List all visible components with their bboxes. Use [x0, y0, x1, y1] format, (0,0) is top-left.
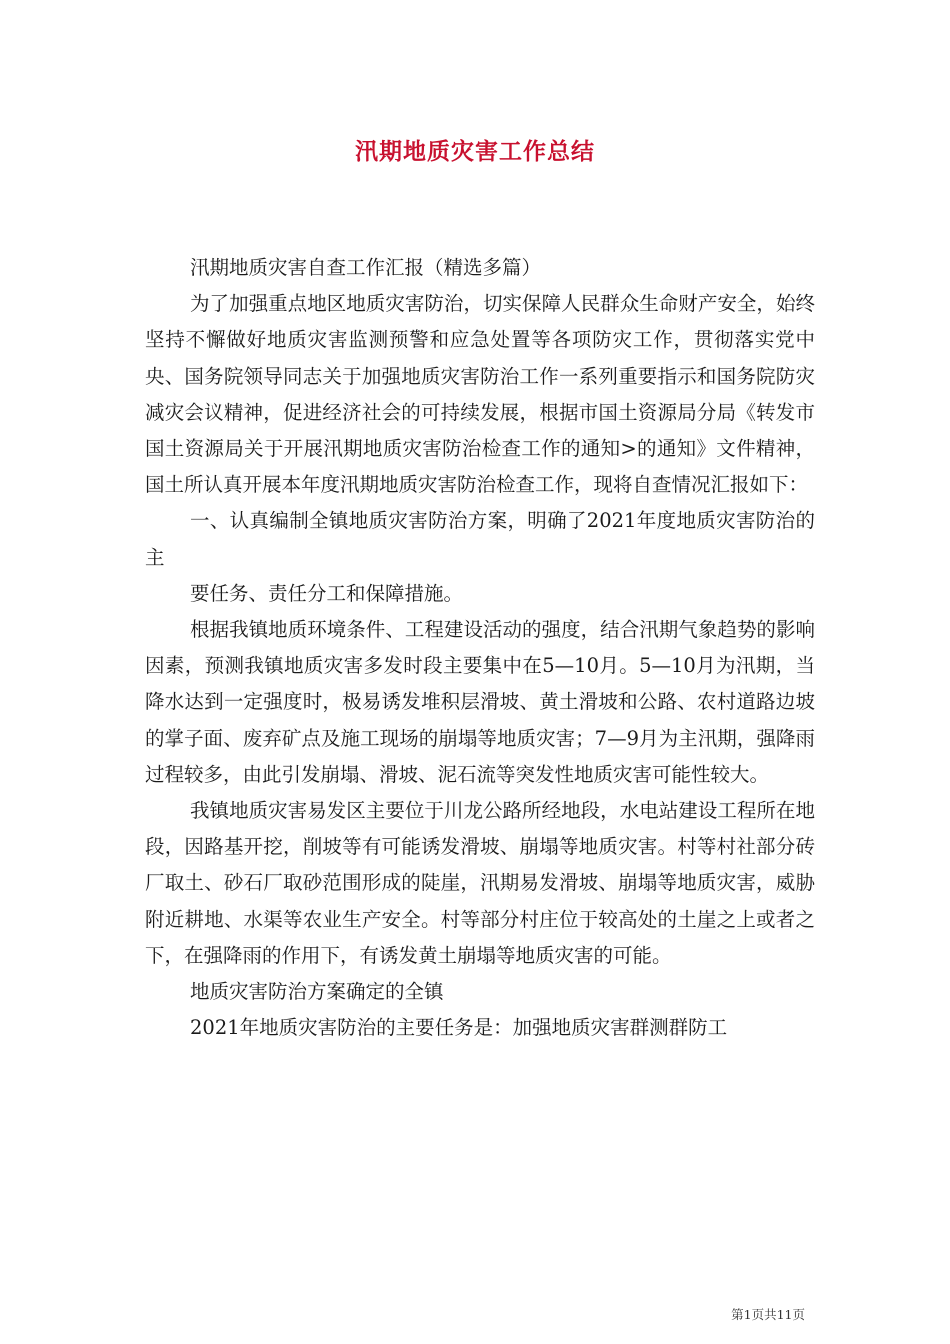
document-body: [145, 250, 815, 1046]
page-number: 第1页共11页: [731, 1307, 805, 1322]
paragraph-risk-periods: 根据我镇地质环境条件、工程建设活动的强度，结合汛期气象趋势的影响因素，预测我镇地质灾害多发时段主要集中在5—10月。5—10月为汛期，当降水达到一定强度时，极易诱发堆积层滑坡、黄土滑坡和公路、农村道路边坡的掌子面、废弃矿点及施工现场的崩塌等地质灾害；7—9月为主汛期，强降雨过程较多，由此引发崩塌、滑坡、泥石流等突发性地质灾害可能性较大。: [145, 618, 815, 786]
paragraph-risk-areas: 我镇地质灾害易发区主要位于川龙公路所经地段，水电站建设工程所在地段，因路基开挖，削坡等有可能诱发滑坡、崩塌等地质灾害。村等村社部分砖厂取土、砂石厂取砂范围形成的陡崖，汛期易发滑坡、崩塌等地质灾害，威胁附近耕地、水渠等农业生产安全。村等部分村庄位于较高处的土崖之上或者之下，在强降雨的作用下，有诱发黄土崩塌等地质灾害的可能。: [145, 799, 815, 967]
paragraph-plan-scope: 地质灾害防治方案确定的全镇: [190, 980, 444, 1004]
document-title: 汛期地质灾害工作总结: [355, 139, 595, 165]
document-subtitle: 汛期地质灾害自查工作汇报（精选多篇）: [190, 256, 542, 279]
paragraph-section-one-heading: 一、认真编制全镇地质灾害防治方案，明确了2021年度地质灾害防治的主: [145, 509, 815, 569]
paragraph-intro: 为了加强重点地区地质灾害防治，切实保障人民群众生命财产安全，始终坚持不懈做好地质灾害监测预警和应急处置等各项防灾工作，贯彻落实党中央、国务院领导同志关于加强地质灾害防治工作一系列重要指示和国务院防灾减灾会议精神，促进经济社会的可持续发展，根据市国土资源局分局《转发市国土资源局关于开展汛期地质灾害防治检查工作的通知>的通知》文件精神，国土所认真开展本年度汛期地质灾害防治检查工作，现将自查情况汇报如下：: [145, 292, 815, 497]
paragraph-main-tasks: 2021年地质灾害防治的主要任务是：加强地质灾害群测群防工: [190, 1016, 728, 1040]
paragraph-section-one-continued: 要任务、责任分工和保障措施。: [190, 581, 464, 605]
